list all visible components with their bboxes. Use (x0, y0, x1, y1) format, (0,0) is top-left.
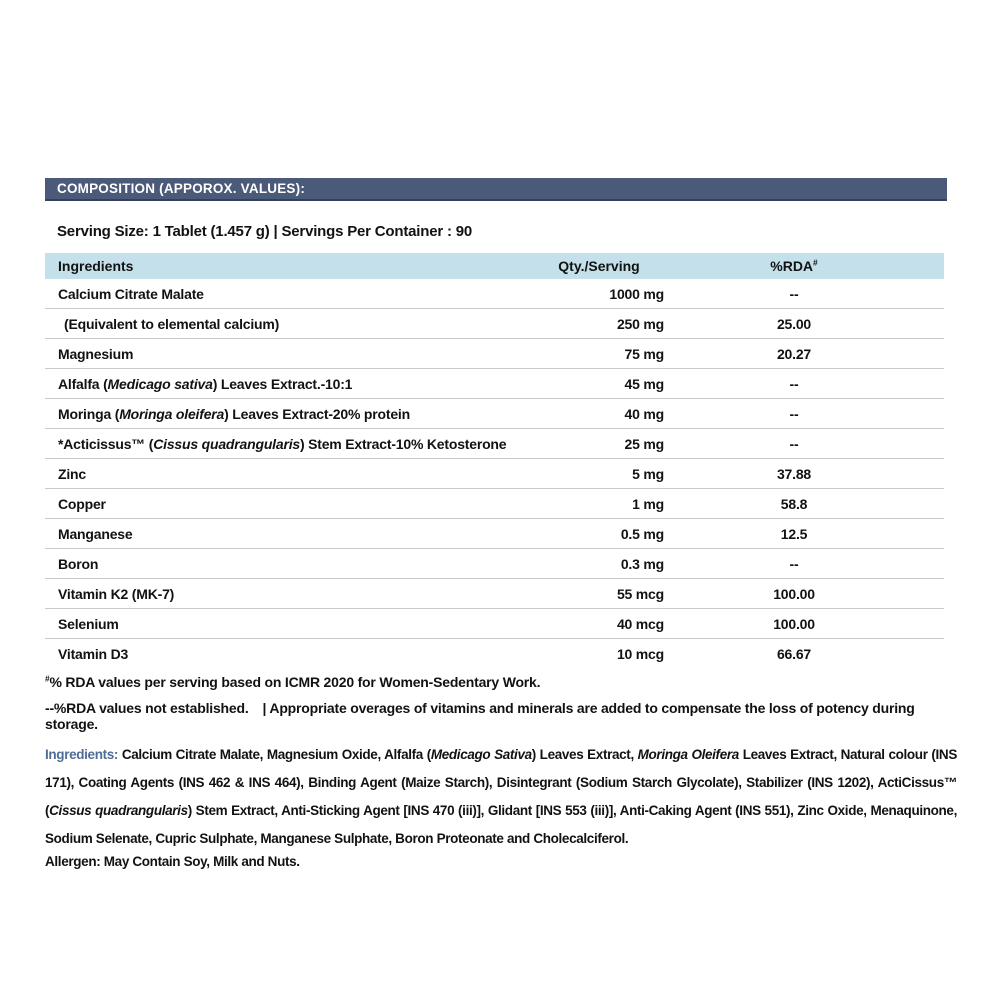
column-header-qty-serving: Qty./Serving (558, 258, 640, 274)
table-row (45, 309, 944, 339)
table-row (45, 639, 944, 668)
cell-qty-serving: 55 mcg (616, 585, 664, 602)
cell-rda: 66.67 (776, 645, 812, 662)
cell-rda: -- (789, 435, 799, 452)
cell-ingredient: Vitamin D3 (58, 645, 129, 662)
cell-ingredient: Moringa (Moringa oleifera) Leaves Extract-20% protein (58, 405, 410, 422)
cell-ingredient: Copper (58, 495, 106, 512)
table-row (45, 609, 944, 639)
composition-title: COMPOSITION (APPOROX. VALUES): (57, 181, 306, 196)
cell-qty-serving: 250 mg (616, 315, 664, 332)
cell-ingredient: *Acticissus™ (Cissus quadrangularis) Stem Extract-10% Ketosterone (58, 435, 507, 452)
table-body (45, 279, 944, 668)
footnote-dashes-and-overage (45, 700, 957, 732)
table-row (45, 489, 944, 519)
column-header-rda: %RDA# (770, 257, 818, 274)
cell-rda: 100.00 (773, 615, 815, 632)
table-row (45, 399, 944, 429)
cell-ingredient: Boron (58, 555, 99, 572)
footnote-hash-marker: # (45, 673, 50, 684)
cell-rda: 25.00 (776, 315, 812, 332)
cell-qty-serving: 0.5 mg (620, 525, 664, 542)
table-row (45, 459, 944, 489)
cell-rda: -- (789, 405, 799, 422)
table-row (45, 549, 944, 579)
cell-rda: -- (789, 285, 799, 302)
cell-qty-serving: 5 mg (632, 465, 664, 482)
table-row (45, 339, 944, 369)
table-row (45, 279, 944, 309)
footnote-rda-basis: #% RDA values per serving based on ICMR 2020 for Women-Sedentary Work. (45, 673, 541, 690)
cell-ingredient: Alfalfa (Medicago sativa) Leaves Extract.-10:1 (58, 375, 353, 392)
ingredients-paragraph-label: Ingredients: (45, 747, 122, 762)
cell-qty-serving: 0.3 mg (620, 555, 664, 572)
cell-qty-serving: 1000 mg (609, 285, 664, 302)
table-row (45, 579, 944, 609)
cell-rda: 20.27 (776, 345, 812, 362)
footnote-dash-note: --%RDA values not established. (45, 700, 249, 716)
cell-qty-serving: 40 mcg (616, 615, 664, 632)
cell-rda: 100.00 (773, 585, 815, 602)
cell-ingredient: Zinc (58, 465, 86, 482)
cell-qty-serving: 75 mg (624, 345, 664, 362)
cell-ingredient: Manganese (58, 525, 133, 542)
allergen-line: Allergen: May Contain Soy, Milk and Nuts. (45, 854, 300, 869)
column-header-ingredients: Ingredients (58, 258, 134, 274)
rda-footnote-marker: # (813, 257, 818, 268)
cell-qty-serving: 45 mg (624, 375, 664, 392)
cell-qty-serving: 10 mcg (616, 645, 664, 662)
composition-table (45, 253, 944, 668)
cell-ingredient: (Equivalent to elemental calcium) (64, 315, 280, 332)
cell-rda: -- (789, 555, 799, 572)
cell-ingredient: Selenium (58, 615, 119, 632)
footnote-overage-note: | Appropriate overages of vitamins and minerals are added to compensate the loss of potency during storage. (45, 700, 915, 732)
cell-rda: 58.8 (780, 495, 808, 512)
cell-rda: 37.88 (776, 465, 812, 482)
cell-ingredient: Magnesium (58, 345, 134, 362)
ingredients-paragraph (45, 741, 957, 853)
label-container (45, 178, 957, 869)
cell-qty-serving: 40 mg (624, 405, 664, 422)
table-row (45, 369, 944, 399)
cell-rda: -- (789, 375, 799, 392)
cell-rda: 12.5 (780, 525, 808, 542)
cell-qty-serving: 1 mg (632, 495, 664, 512)
ingredients-paragraph-body: Calcium Citrate Malate, Magnesium Oxide, Alfalfa (Medicago Sativa) Leaves Extract, Moringa Oleifera Leaves Extract, Natural colour (INS 171), Coating Agents (INS 462 & INS 464), Binding Agent (Maize Starch), Disintegrant (Sodium Starch Glycolate), Stabilizer (INS 1202), ActiCissus™ (Cissus quadrangularis) Stem Extract, Anti-Sticking Agent [INS 470 (iii)], Glidant [INS 553 (iii)], Anti-Caking Agent (INS 551), Zinc Oxide, Menaquinone, Sodium Selenate, Cupric Sulphate, Manganese Sulphate, Boron Proteonate and Cholecalciferol. (45, 747, 957, 846)
cell-ingredient: Calcium Citrate Malate (58, 285, 204, 302)
table-row (45, 429, 944, 459)
cell-ingredient: Vitamin K2 (MK-7) (58, 585, 175, 602)
table-row (45, 519, 944, 549)
composition-header-bar (45, 178, 947, 201)
serving-size-line: Serving Size: 1 Tablet (1.457 g) | Servings Per Container : 90 (57, 223, 472, 240)
cell-qty-serving: 25 mg (624, 435, 664, 452)
table-header-row (45, 253, 944, 279)
